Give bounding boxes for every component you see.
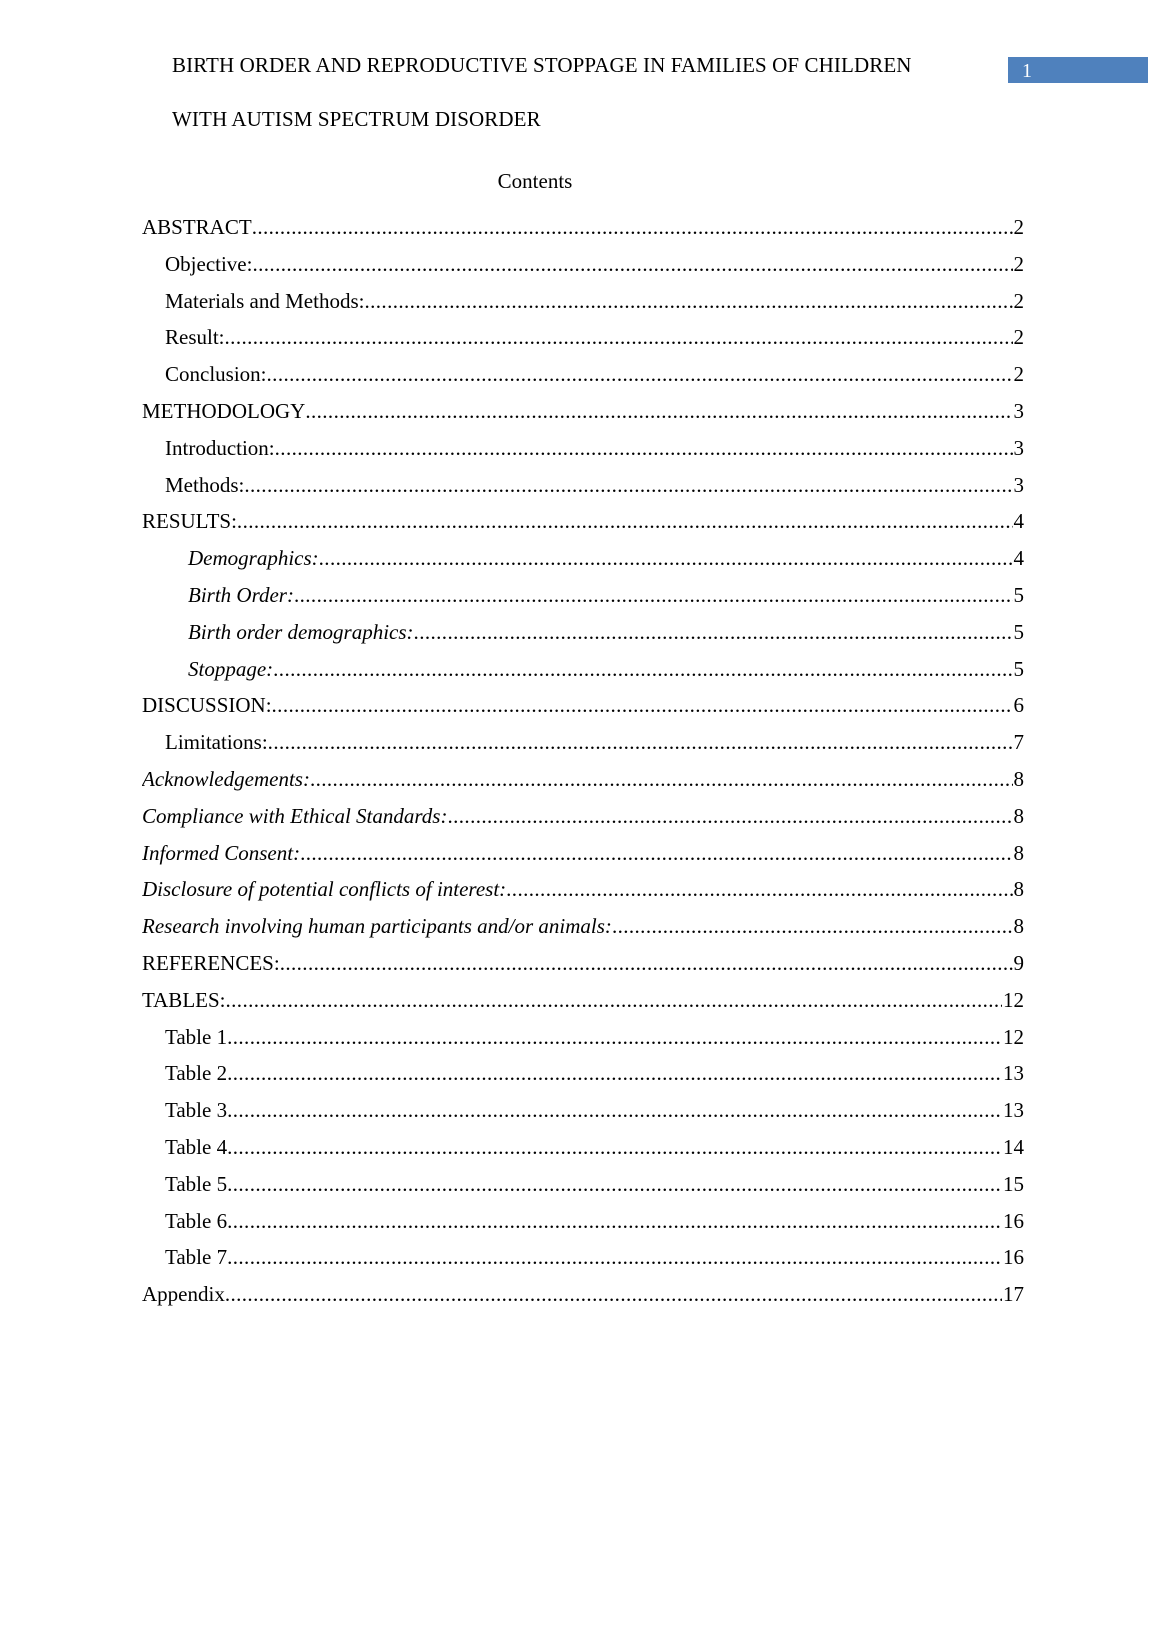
toc-entry-introduction[interactable] (142, 433, 1024, 470)
toc-entry-page: 17 (1003, 1282, 1024, 1307)
toc-entry-label: Table 1 (165, 1024, 228, 1049)
toc-dot-leader (294, 580, 1013, 610)
toc-entry-label: Compliance with Ethical Standards: (142, 803, 448, 828)
toc-dot-leader (225, 1279, 1002, 1309)
toc-entry-informed-consent[interactable] (142, 838, 1024, 875)
toc-entry-tables[interactable] (142, 985, 1024, 1022)
toc-entry-page: 4 (1013, 546, 1024, 571)
toc-entry-label: Table 5 (165, 1171, 228, 1196)
page-number-badge: 1 (1008, 57, 1148, 83)
toc-dot-leader (612, 911, 1013, 941)
toc-entry-label: Birth Order: (188, 582, 294, 607)
toc-entry-page: 9 (1013, 950, 1024, 975)
toc-entry-page: 12 (1003, 1024, 1024, 1049)
toc-entry-page: 2 (1013, 215, 1024, 239)
toc-dot-leader (227, 1095, 1002, 1125)
toc-dot-leader (319, 543, 1013, 573)
toc-entry-acknowledgements[interactable] (142, 764, 1024, 801)
toc-entry-label: Result: (165, 325, 225, 350)
toc-entry-objective[interactable] (142, 249, 1024, 286)
toc-entry-demographics[interactable] (142, 543, 1024, 580)
toc-entry-limitations[interactable] (142, 727, 1024, 764)
toc-entry-label: Table 7 (165, 1245, 228, 1270)
running-header-title (172, 38, 1002, 146)
toc-dot-leader (310, 764, 1013, 794)
toc-entry-disclosure-conflicts[interactable] (142, 874, 1024, 911)
toc-entry-page: 14 (1003, 1134, 1024, 1159)
toc-dot-leader (267, 359, 1013, 389)
toc-dot-leader (252, 249, 1012, 279)
toc-entry-label: Appendix (142, 1282, 225, 1307)
toc-dot-leader (300, 838, 1012, 868)
toc-entry-table-1[interactable] (142, 1022, 1024, 1059)
toc-dot-leader (227, 1022, 1002, 1052)
toc-entry-abstract[interactable] (142, 212, 1024, 249)
toc-entry-materials-and-methods[interactable] (142, 286, 1024, 323)
toc-entry-page: 8 (1013, 840, 1024, 865)
toc-entry-stoppage[interactable] (142, 654, 1024, 691)
toc-dot-leader (227, 1058, 1002, 1088)
toc-entry-table-5[interactable] (142, 1169, 1024, 1206)
toc-entry-page: 5 (1013, 582, 1024, 607)
toc-dot-leader (244, 470, 1012, 500)
toc-entry-label: Methods: (165, 472, 245, 497)
toc-entry-label: Disclosure of potential conflicts of interest: (142, 877, 507, 902)
toc-entry-page: 8 (1013, 877, 1024, 902)
toc-entry-label: Objective: (165, 251, 253, 276)
toc-dot-leader (275, 433, 1013, 463)
toc-dot-leader (268, 727, 1013, 757)
toc-entry-page: 5 (1013, 656, 1024, 681)
table-of-contents (142, 212, 1024, 1316)
toc-entry-page: 8 (1013, 803, 1024, 828)
toc-entry-birth-order[interactable] (142, 580, 1024, 617)
toc-entry-page: 6 (1013, 693, 1024, 718)
toc-entry-label: Limitations: (165, 730, 268, 755)
toc-entry-table-6[interactable] (142, 1206, 1024, 1243)
toc-entry-label: TABLES: (142, 987, 226, 1012)
toc-dot-leader (226, 985, 1003, 1015)
toc-entry-page: 8 (1013, 766, 1024, 791)
toc-dot-leader (280, 948, 1013, 978)
toc-entry-methods[interactable] (142, 470, 1024, 507)
toc-entry-label: Table 6 (165, 1208, 228, 1233)
toc-entry-label: Table 3 (165, 1098, 228, 1123)
toc-entry-page: 5 (1013, 619, 1024, 644)
toc-dot-leader (272, 690, 1013, 720)
toc-entry-label: Stoppage: (188, 656, 274, 681)
toc-dot-leader (273, 654, 1012, 684)
toc-entry-results[interactable] (142, 506, 1024, 543)
toc-entry-label: Table 2 (165, 1061, 228, 1086)
toc-dot-leader (227, 1169, 1002, 1199)
toc-dot-leader (447, 801, 1012, 831)
toc-entry-compliance-ethical-standards[interactable] (142, 801, 1024, 838)
toc-entry-result[interactable] (142, 322, 1024, 359)
toc-entry-label: Demographics: (188, 546, 319, 571)
toc-entry-page: 2 (1013, 325, 1024, 350)
toc-entry-appendix[interactable] (142, 1279, 1024, 1316)
toc-dot-leader (237, 506, 1013, 536)
toc-entry-page: 12 (1003, 987, 1024, 1012)
toc-entry-label: RESULTS: (142, 509, 237, 534)
toc-dot-leader (225, 322, 1013, 352)
toc-dot-leader (364, 286, 1012, 316)
toc-entry-page: 13 (1003, 1098, 1024, 1123)
toc-entry-page: 3 (1013, 435, 1024, 460)
toc-dot-leader (227, 1206, 1002, 1236)
toc-entry-label: DISCUSSION: (142, 693, 272, 718)
toc-entry-methodology[interactable] (142, 396, 1024, 433)
toc-dot-leader (506, 874, 1012, 904)
toc-entry-label: ABSTRACT (142, 215, 252, 239)
toc-entry-label: Birth order demographics: (188, 619, 414, 644)
header-title-line-2: WITH AUTISM SPECTRUM DISORDER (172, 107, 541, 131)
toc-entry-page: 15 (1003, 1171, 1024, 1196)
toc-entry-page: 7 (1013, 730, 1024, 755)
toc-entry-page: 13 (1003, 1061, 1024, 1086)
toc-dot-leader (252, 212, 1013, 242)
toc-entry-page: 4 (1013, 509, 1024, 534)
toc-entry-page: 2 (1013, 288, 1024, 313)
toc-entry-table-7[interactable] (142, 1242, 1024, 1279)
toc-entry-label: Table 4 (165, 1134, 228, 1159)
toc-entry-page: 3 (1013, 398, 1024, 423)
toc-entry-research-human-participants[interactable] (142, 911, 1024, 948)
toc-entry-label: REFERENCES: (142, 950, 280, 975)
toc-dot-leader (414, 617, 1013, 647)
toc-dot-leader (227, 1242, 1002, 1272)
toc-entry-page: 16 (1003, 1208, 1024, 1233)
toc-dot-leader (227, 1132, 1002, 1162)
header-title-line-1: BIRTH ORDER AND REPRODUCTIVE STOPPAGE IN FAMILIES OF CHILDREN (172, 53, 912, 77)
toc-entry-label: Acknowledgements: (142, 766, 310, 791)
toc-entry-discussion[interactable] (142, 690, 1024, 727)
toc-entry-label: Research involving human participants and/or animals: (142, 914, 612, 939)
toc-entry-page: 16 (1003, 1245, 1024, 1270)
toc-dot-leader (305, 396, 1012, 426)
toc-entry-label: Informed Consent: (142, 840, 301, 865)
toc-entry-birth-order-demographics[interactable] (142, 617, 1024, 654)
toc-entry-table-2[interactable] (142, 1058, 1024, 1095)
toc-entry-references[interactable] (142, 948, 1024, 985)
toc-entry-page: 2 (1013, 362, 1024, 387)
toc-entry-table-3[interactable] (142, 1095, 1024, 1132)
toc-heading: Contents (497, 169, 573, 193)
toc-entry-label: Conclusion: (165, 362, 267, 387)
toc-entry-conclusion[interactable] (142, 359, 1024, 396)
toc-entry-label: Materials and Methods: (165, 288, 365, 313)
toc-entry-table-4[interactable] (142, 1132, 1024, 1169)
toc-entry-page: 2 (1013, 251, 1024, 276)
toc-entry-label: Introduction: (165, 435, 275, 460)
toc-entry-page: 3 (1013, 472, 1024, 497)
toc-entry-page: 8 (1013, 914, 1024, 939)
toc-entry-label: METHODOLOGY (142, 398, 306, 423)
